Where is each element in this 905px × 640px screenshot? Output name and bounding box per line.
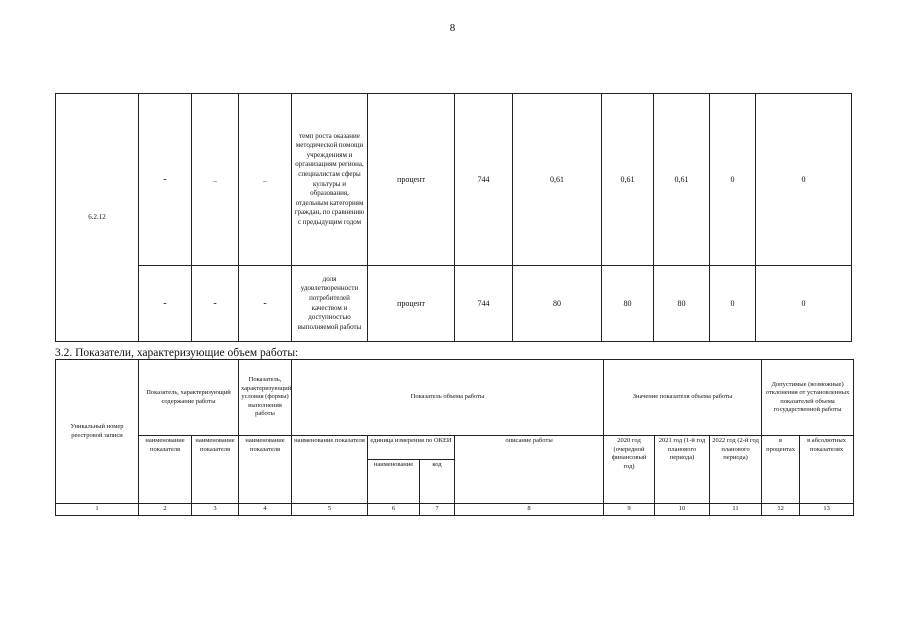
deviation-percent: 0: [710, 94, 756, 266]
table-row: [56, 266, 852, 342]
page-number: 8: [449, 22, 456, 34]
column-number: 6: [368, 504, 420, 516]
header-year-2021: 2021 год (1-й год планового периода): [655, 436, 710, 504]
table-row: [56, 94, 852, 266]
header-indicator-name: наименование показателя: [239, 436, 292, 504]
registry-code: 6.2.12: [56, 94, 139, 342]
header-unit-okei: единица измерения по ОКЕИ: [368, 436, 455, 460]
unit-name: процент: [368, 94, 455, 266]
cell-content-2: _: [192, 94, 239, 266]
column-number: 12: [762, 504, 800, 516]
header-in-percent: в процентах: [762, 436, 800, 504]
column-number: 10: [655, 504, 710, 516]
cell-condition: _: [239, 94, 292, 266]
header-volume-values: Значение показателя объема работы: [604, 360, 762, 436]
header-okei-name: наименование: [368, 460, 420, 504]
value-2020: 80: [513, 266, 602, 342]
cell-content-2: -: [192, 266, 239, 342]
deviation-percent: 0: [710, 266, 756, 342]
column-number: 13: [800, 504, 854, 516]
header-volume-indicator: Показатель объема работы: [292, 360, 604, 436]
header-work-description: описание работы: [455, 436, 604, 504]
column-numbers-row: [56, 504, 854, 516]
header-year-2022: 2022 год (2-й год планового периода): [710, 436, 762, 504]
column-number: 1: [56, 504, 139, 516]
header-allowed-deviation: Допустимые (возможные) отклонения от установленных показателей объема государственной работы: [762, 360, 854, 436]
okei-code: 744: [455, 94, 513, 266]
indicator-name: темп роста оказание методической помощи учреждениям и организациям региона, специалистам сферы культуры и образования, отдельным категориям граждан, по сравнению с предыдущим годом: [292, 94, 368, 266]
column-number: 5: [292, 504, 368, 516]
header-conditions-indicator: Показатель, характеризующий условия (формы) выполнения работы: [239, 360, 292, 436]
indicator-name: доля удовлетворенности потребителей качеством и доступностью выполняемой работы: [292, 266, 368, 342]
value-2022: 0,61: [654, 94, 710, 266]
cell-condition: -: [239, 266, 292, 342]
value-2020: 0,61: [513, 94, 602, 266]
deviation-absolute: 0: [756, 94, 852, 266]
column-number: 7: [420, 504, 455, 516]
okei-code: 744: [455, 266, 513, 342]
header-indicator-name: наименование показателя: [292, 436, 368, 504]
indicator-table-continued: [55, 93, 852, 342]
value-2021: 0,61: [602, 94, 654, 266]
header-content-indicator: Показатель, характеризующий содержание работы: [139, 360, 239, 436]
cell-content-1: -: [139, 266, 192, 342]
column-number: 3: [192, 504, 239, 516]
header-row: [56, 360, 854, 436]
header-okei-code: код: [420, 460, 455, 504]
header-in-absolute: в абсолютных показателях: [800, 436, 854, 504]
column-number: 2: [139, 504, 192, 516]
header-row: [56, 436, 854, 460]
value-2022: 80: [654, 266, 710, 342]
deviation-absolute: 0: [756, 266, 852, 342]
header-indicator-name: наименование показателя: [139, 436, 192, 504]
volume-indicator-table: [55, 359, 854, 516]
unit-name: процент: [368, 266, 455, 342]
column-number: 11: [710, 504, 762, 516]
value-2021: 80: [602, 266, 654, 342]
section-title: 3.2. Показатели, характеризующие объем работы:: [55, 347, 299, 359]
header-year-2020: 2020 год (очередной финансовый год): [604, 436, 655, 504]
column-number: 8: [455, 504, 604, 516]
cell-content-1: -: [139, 94, 192, 266]
header-indicator-name: наименование показателя: [192, 436, 239, 504]
column-number: 9: [604, 504, 655, 516]
header-unique-number: Уникальный номер реестровой записи: [56, 360, 139, 504]
column-number: 4: [239, 504, 292, 516]
